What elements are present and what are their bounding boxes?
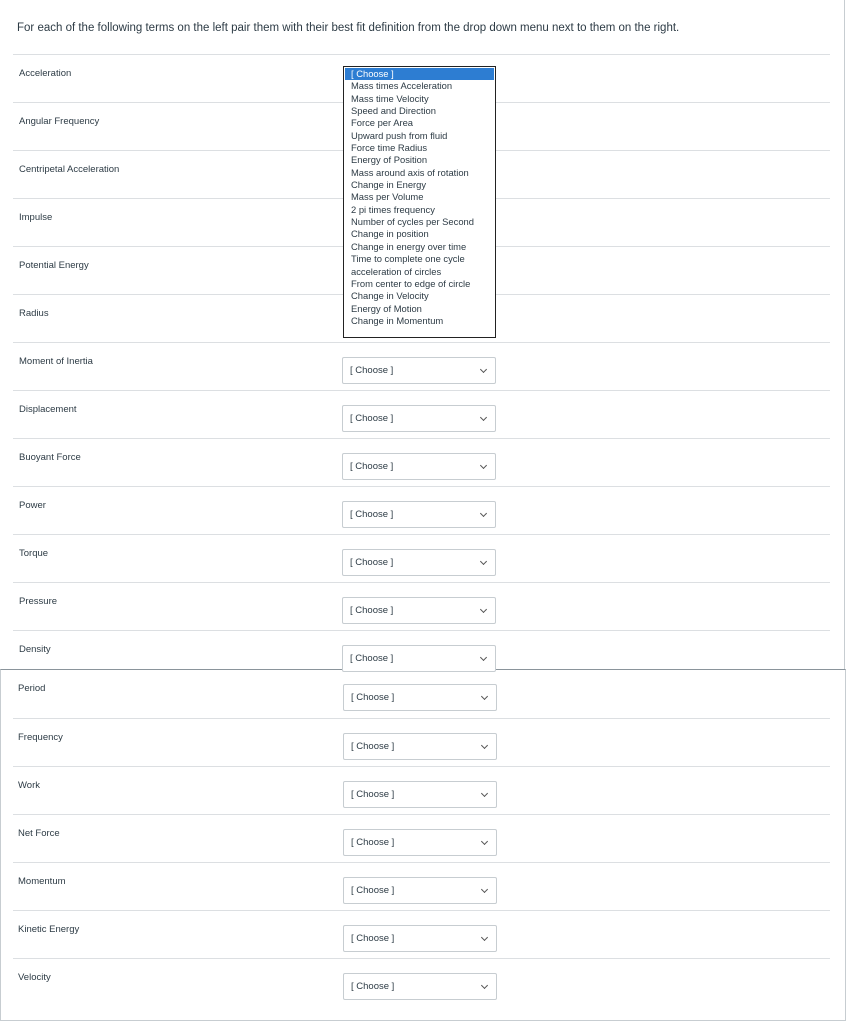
definition-select[interactable] [343,877,497,904]
term-label: Moment of Inertia [19,356,93,367]
select-value: [ Choose ] [350,365,394,376]
term-label: Momentum [18,876,66,887]
definition-select[interactable] [342,645,496,672]
term-label: Pressure [19,596,58,607]
chevron-down-icon [480,414,487,421]
term-label: Velocity [18,972,51,983]
match-row [13,766,830,814]
select-value: [ Choose ] [351,885,395,896]
chevron-down-icon [480,510,487,517]
term-label: Net Force [18,828,60,839]
match-row [13,486,830,534]
question-instructions: For each of the following terms on the left pair them with their best fit definition from the drop down menu next to them on the right. [17,22,680,34]
match-row [13,718,830,766]
select-value: [ Choose ] [350,413,394,424]
definition-select[interactable] [342,453,496,480]
definition-select[interactable] [342,501,496,528]
definition-select[interactable] [342,549,496,576]
dropdown-option[interactable]: Time to complete one cycle [351,253,465,265]
term-label: Centripetal Acceleration [19,164,120,175]
match-row [13,534,830,582]
match-row [13,814,830,862]
match-row [13,958,830,1006]
dropdown-option[interactable]: 2 pi times frequency [351,203,435,215]
dropdown-option[interactable]: Speed and Direction [351,105,436,117]
chevron-down-icon [480,606,487,613]
term-label: Density [19,644,51,655]
definition-select[interactable] [342,597,496,624]
select-value: [ Choose ] [351,933,395,944]
chevron-down-icon [481,693,488,700]
term-label: Impulse [19,212,53,223]
dropdown-option[interactable]: Energy of Motion [351,302,422,314]
match-row [13,910,830,958]
definition-select[interactable] [343,781,497,808]
select-value: [ Choose ] [350,509,394,520]
term-label: Radius [19,308,49,319]
dropdown-option[interactable]: Mass per Volume [351,191,424,203]
dropdown-option[interactable]: Change in energy over time [351,240,467,252]
select-value: [ Choose ] [351,692,395,703]
select-value: [ Choose ] [351,837,395,848]
definition-select[interactable] [343,973,497,1000]
select-value: [ Choose ] [350,557,394,568]
dropdown-option[interactable]: Change in Momentum [351,314,444,326]
term-label: Acceleration [19,68,72,79]
dropdown-option[interactable]: Mass time Velocity [351,92,429,104]
dropdown-option[interactable]: Force time Radius [351,142,428,154]
chevron-down-icon [481,742,488,749]
dropdown-option[interactable]: Number of cycles per Second [351,216,474,228]
match-row [13,670,830,718]
chevron-down-icon [480,366,487,373]
dropdown-option[interactable]: Mass around axis of rotation [351,166,469,178]
select-value: [ Choose ] [351,789,395,800]
dropdown-option[interactable]: acceleration of circles [351,265,442,277]
term-label: Angular Frequency [19,116,100,127]
match-row [13,438,830,486]
select-value: [ Choose ] [350,653,394,664]
chevron-down-icon [481,886,488,893]
definition-select[interactable] [343,684,497,711]
dropdown-option[interactable]: Change in position [351,228,429,240]
term-label: Frequency [18,732,63,743]
definition-select[interactable] [343,733,497,760]
select-value: [ Choose ] [351,741,395,752]
term-label: Kinetic Energy [18,924,80,935]
term-label: Potential Energy [19,260,89,271]
chevron-down-icon [480,654,487,661]
term-label: Period [18,683,46,694]
chevron-down-icon [480,558,487,565]
definition-select[interactable] [342,405,496,432]
chevron-down-icon [481,934,488,941]
dropdown-option[interactable]: Force per Area [351,117,414,129]
dropdown-option[interactable]: Energy of Position [351,154,428,166]
term-label: Torque [19,548,49,559]
definition-dropdown-list[interactable] [343,66,496,338]
dropdown-option[interactable]: Upward push from fluid [351,129,448,141]
term-label: Power [19,500,46,511]
term-label: Buoyant Force [19,452,81,463]
chevron-down-icon [480,462,487,469]
dropdown-option[interactable]: Change in Energy [351,179,427,191]
term-label: Work [18,780,40,791]
select-value: [ Choose ] [350,605,394,616]
dropdown-option-selected[interactable]: [ Choose ] [345,68,494,80]
chevron-down-icon [481,982,488,989]
definition-select[interactable] [343,925,497,952]
dropdown-option[interactable]: From center to edge of circle [351,277,471,289]
select-value: [ Choose ] [351,981,395,992]
term-label: Displacement [19,404,77,415]
match-row [13,390,830,438]
chevron-down-icon [481,838,488,845]
match-row [13,862,830,910]
dropdown-option[interactable]: Change in Velocity [351,290,429,302]
dropdown-option[interactable]: Mass times Acceleration [351,80,453,92]
match-row [13,582,830,630]
match-row [13,342,830,390]
select-value: [ Choose ] [350,461,394,472]
chevron-down-icon [481,790,488,797]
definition-select[interactable] [342,357,496,384]
definition-select[interactable] [343,829,497,856]
